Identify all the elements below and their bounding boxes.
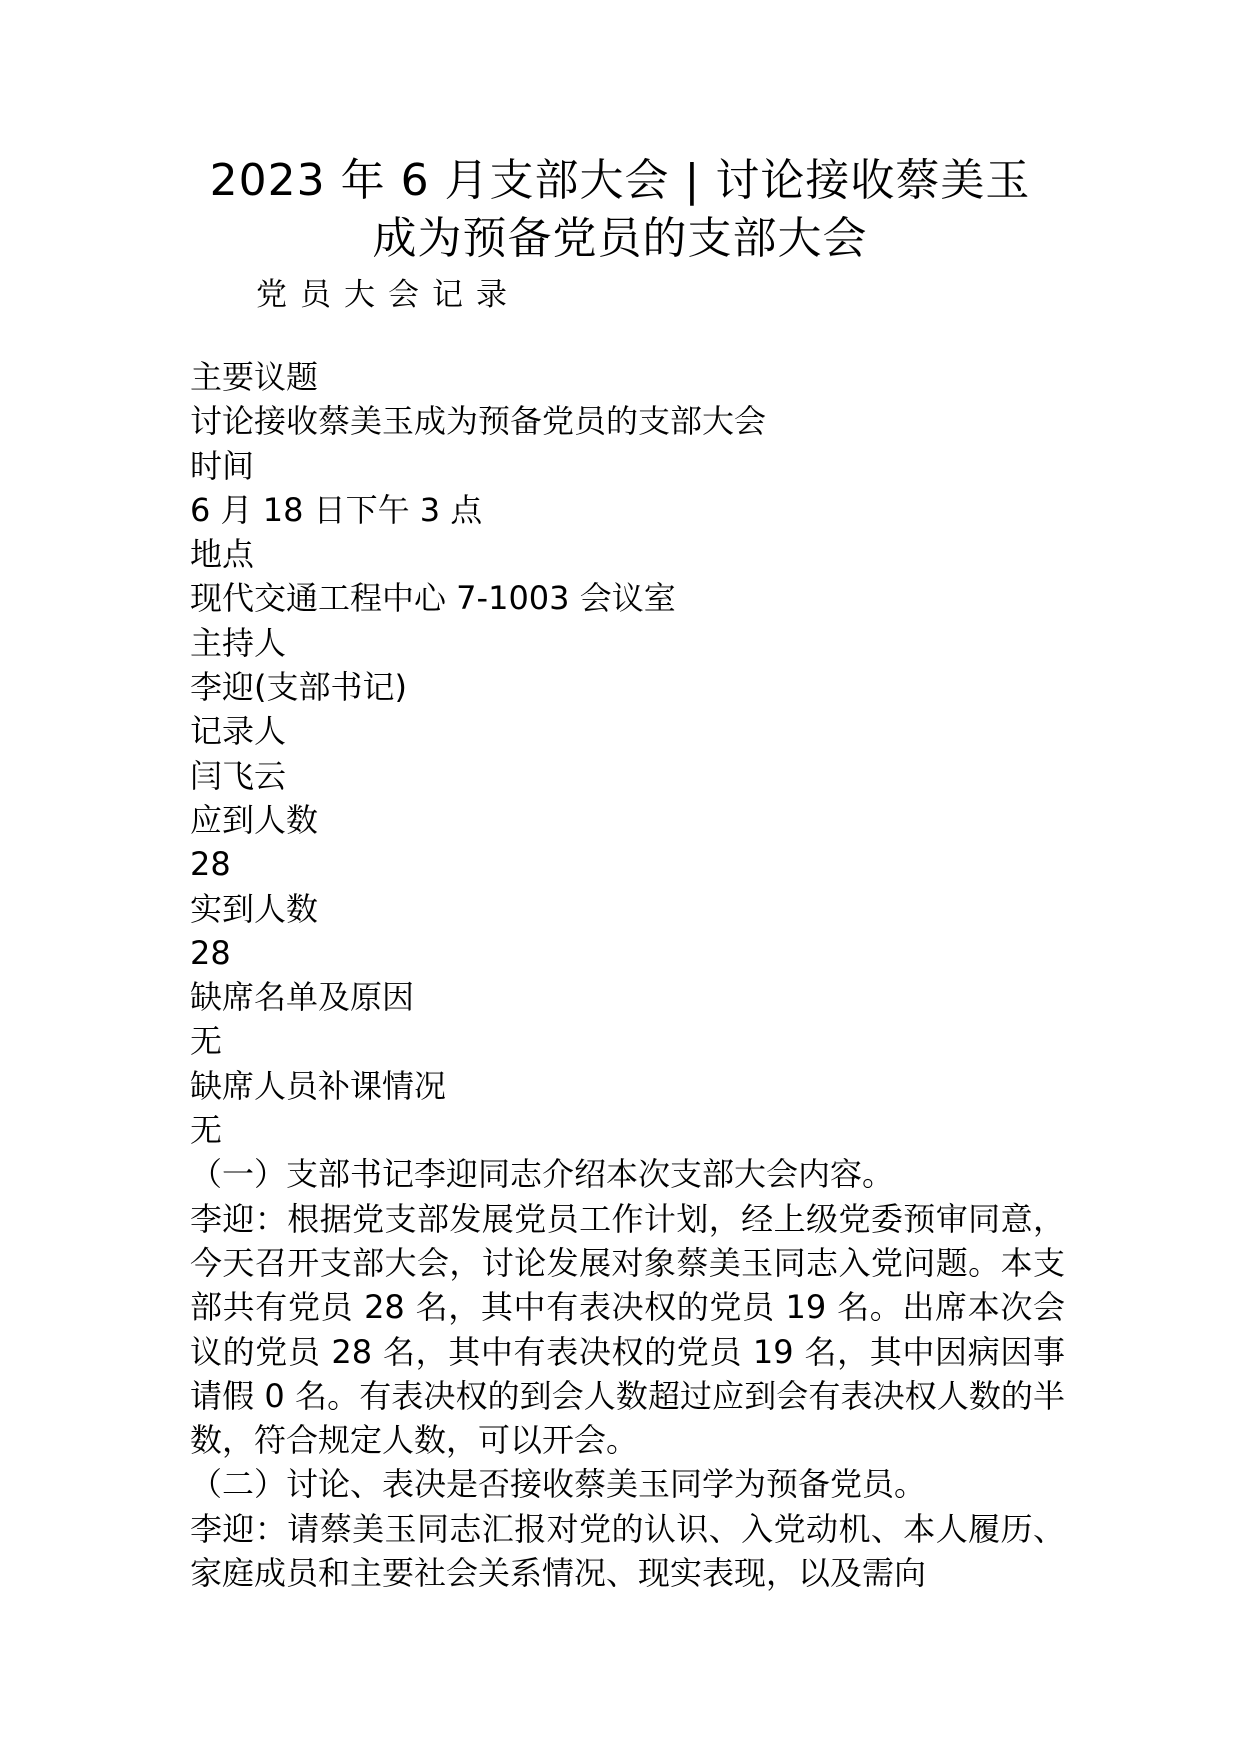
field-value-location: 现代交通工程中心 7-1003 会议室 (190, 579, 676, 618)
field-value-absentees: 无 (190, 1022, 223, 1061)
field-label-expected-count: 应到人数 (190, 800, 319, 839)
section-2-heading: （二）讨论、表决是否接收蔡美玉同学为预备党员。 (190, 1465, 927, 1504)
document-title (150, 152, 1090, 268)
field-label-absentees: 缺席名单及原因 (190, 978, 415, 1017)
section-2-paragraph: 李迎：请蔡美玉同志汇报对党的认识、入党动机、本人履历、家庭成员和主要社会关系情况、现实表现，以及需向 (190, 1509, 1065, 1593)
title-line-2: 成为预备党员的支部大会 (372, 213, 868, 264)
field-label-time: 时间 (190, 446, 255, 485)
field-label-host: 主持人 (190, 623, 287, 662)
field-value-makeup: 无 (190, 1111, 223, 1150)
section-1-heading: （一）支部书记李迎同志介绍本次支部大会内容。 (190, 1155, 895, 1194)
field-label-actual-count: 实到人数 (190, 889, 319, 928)
field-value-host: 李迎(支部书记) (190, 668, 407, 707)
field-label-topic: 主要议题 (190, 358, 319, 396)
title-line-1: 2023 年 6 月支部大会 | 讨论接收蔡美玉 (209, 155, 1031, 206)
field-label-recorder: 记录人 (190, 712, 287, 751)
field-value-expected-count: 28 (190, 845, 231, 884)
field-value-actual-count: 28 (190, 933, 231, 972)
field-value-topic: 讨论接收蔡美玉成为预备党员的支部大会 (190, 402, 767, 441)
document-subtitle: 党员大会记录 (256, 277, 520, 313)
section-1-paragraph: 李迎：根据党支部发展党员工作计划，经上级党委预审同意，今天召开支部大会，讨论发展对象蔡美玉同志入党问题。本支部共有党员 28 名，其中有表决权的党员 19 名。出席本次会议的党员 28 名，其中有表决权的党员 19 名，其中因病因事请假 0 名。有表决权的到会人数超过应到会有表决权人数的半数，符合规定人数，可以开会。 (190, 1199, 1065, 1460)
meeting-record (190, 355, 1065, 1595)
field-value-time: 6 月 18 日下午 3 点 (190, 490, 483, 529)
field-label-location: 地点 (190, 535, 255, 574)
field-value-recorder: 闫飞云 (190, 756, 287, 795)
field-label-makeup: 缺席人员补课情况 (190, 1066, 447, 1105)
